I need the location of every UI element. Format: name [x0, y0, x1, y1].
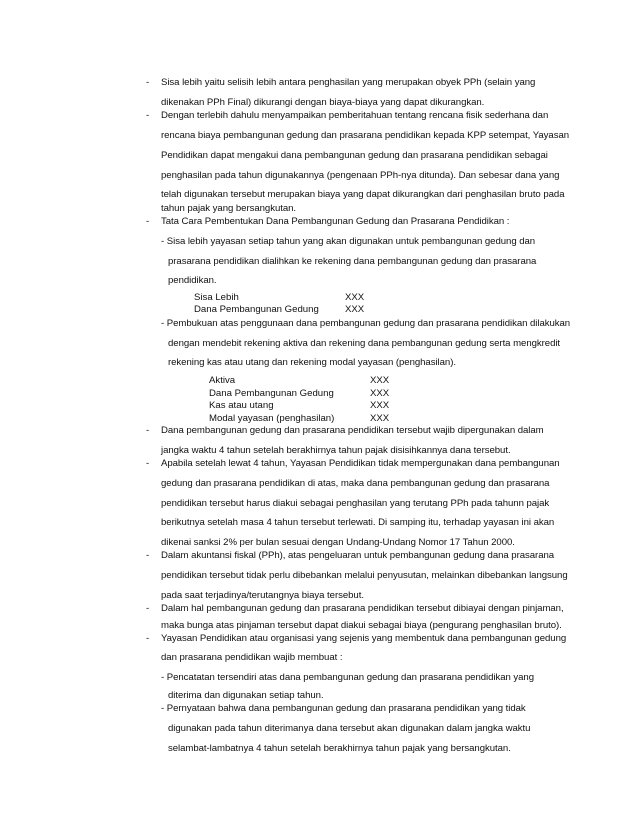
- text-line: Pendidikan dapat mengakui dana pembangunan gedung dan prasarana pendidikan sebagai: [161, 150, 548, 161]
- journal-amount: XXX: [370, 375, 390, 386]
- bullet-dash: -: [146, 77, 150, 88]
- bullet-dash: -: [146, 458, 150, 469]
- text-line: diterima dan digunakan setiap tahun.: [168, 690, 324, 701]
- text-line: pendidikan tersebut tidak perlu dibebankan melalui penyusutan, melainkan dibebankan langsung: [161, 570, 568, 581]
- journal-account: Aktiva: [209, 375, 236, 386]
- journal-amount: XXX: [370, 413, 390, 424]
- journal-account: Dana Pembangunan Gedung: [209, 388, 334, 399]
- text-line: - Sisa lebih yayasan setiap tahun yang akan digunakan untuk pembangunan gedung dan: [161, 236, 536, 247]
- journal-account: Sisa Lebih: [194, 292, 239, 303]
- text-line: - Pembukuan atas penggunaan dana pembangunan gedung dan prasarana pendidikan dilakukan: [161, 318, 571, 329]
- bullet-dash: -: [146, 425, 150, 436]
- text-line: jangka waktu 4 tahun setelah berakhirnya tahun pajak disisihkannya dana tersebut.: [161, 445, 511, 456]
- text-line: rencana biaya pembangunan gedung dan prasarana pendidikan kepada KPP setempat, Yayasan: [161, 130, 570, 141]
- text-line: Sisa lebih yaitu selisih lebih antara penghasilan yang merupakan obyek PPh (selain yang: [161, 77, 536, 88]
- text-line: pendidikan.: [168, 275, 217, 286]
- text-line: maka bunga atas pinjaman tersebut dapat diakui sebagai biaya (pengurang penghasilan bruto).: [161, 620, 562, 631]
- text-line: pendidikan tersebut harus diakui sebagai penghasilan yang terutang PPh pada tahunn pajak: [161, 498, 550, 509]
- journal-account: Kas atau utang: [209, 400, 274, 411]
- bullet-dash: -: [146, 110, 150, 121]
- text-line: - Pencatatan tersendiri atas dana pembangunan gedung dan prasarana pendidikan yang: [161, 672, 535, 683]
- bullet-dash: -: [146, 550, 150, 561]
- bullet-dash: -: [146, 216, 150, 227]
- bullet-dash: -: [146, 633, 150, 644]
- text-line: Apabila setelah lewat 4 tahun, Yayasan Pendidikan tidak mempergunakan dana pembangunan: [161, 458, 560, 469]
- text-line: rekening kas atau utang dan rekening modal yayasan (penghasilan).: [168, 357, 456, 368]
- text-line: Dengan terlebih dahulu menyampaikan pemberitahuan tentang rencana fisik sederhana dan: [161, 110, 549, 121]
- text-line: selambat-lambatnya 4 tahun setelah berakhirnya tahun pajak yang bersangkutan.: [168, 743, 511, 754]
- text-line: Tata Cara Pembentukan Dana Pembangunan Gedung dan Prasarana Pendidikan :: [161, 216, 510, 227]
- journal-amount: XXX: [345, 304, 365, 315]
- text-line: digunakan pada tahun diterimanya dana tersebut akan digunakan dalam jangka waktu: [168, 723, 531, 734]
- journal-amount: XXX: [370, 388, 390, 399]
- text-line: berikutnya setelah masa 4 tahun tersebut terlewati. Di samping itu, terhadap yayasan ini akan: [161, 517, 555, 528]
- text-line: penghasilan pada tahun digunakannya (pengenaan PPh-nya ditunda). Dan sebesar dana yang: [161, 170, 560, 181]
- text-line: telah digunakan tersebut merupakan biaya yang dapat dikurangkan dari penghasilan bruto pada: [161, 189, 565, 200]
- journal-account: Modal yayasan (penghasilan): [209, 413, 335, 424]
- text-line: dikenakan PPh Final) dikurangi dengan biaya-biaya yang dapat dikurangkan.: [161, 97, 485, 108]
- text-line: pada saat terjadinya/terutangnya biaya tersebut.: [161, 590, 364, 601]
- text-line: - Pernyataan bahwa dana pembangunan gedung dan prasarana pendidikan yang tidak: [161, 703, 526, 714]
- bullet-dash: -: [146, 603, 150, 614]
- text-line: Yayasan Pendidikan atau organisasi yang sejenis yang membentuk dana pembangunan gedung: [161, 633, 567, 644]
- text-line: dikenai sanksi 2% per bulan sesuai dengan Undang-Undang Nomor 17 Tahun 2000.: [161, 537, 515, 548]
- text-line: Dalam akuntansi fiskal (PPh), atas pengeluaran untuk pembangunan gedung dana prasarana: [161, 550, 555, 561]
- text-line: dan prasarana pendidikan wajib membuat :: [161, 652, 343, 663]
- text-line: dengan mendebit rekening aktiva dan rekening dana pembangunan gedung serta mengkredit: [168, 338, 561, 349]
- text-line: gedung dan prasarana pendidikan di atas, maka dana pembangunan gedung dan prasarana: [161, 478, 550, 489]
- text-line: Dalam hal pembangunan gedung dan prasarana pendidikan tersebut dibiayai dengan pinjaman,: [161, 603, 564, 614]
- text-line: tahun pajak yang bersangkutan.: [161, 203, 297, 214]
- text-line: prasarana pendidikan dialihkan ke rekening dana pembangunan gedung dan prasarana: [168, 256, 537, 267]
- text-line: Dana pembangunan gedung dan prasarana pendidikan tersebut wajib dipergunakan dalam: [161, 425, 544, 436]
- journal-amount: XXX: [345, 292, 365, 303]
- journal-amount: XXX: [370, 400, 390, 411]
- journal-account: Dana Pembangunan Gedung: [194, 304, 319, 315]
